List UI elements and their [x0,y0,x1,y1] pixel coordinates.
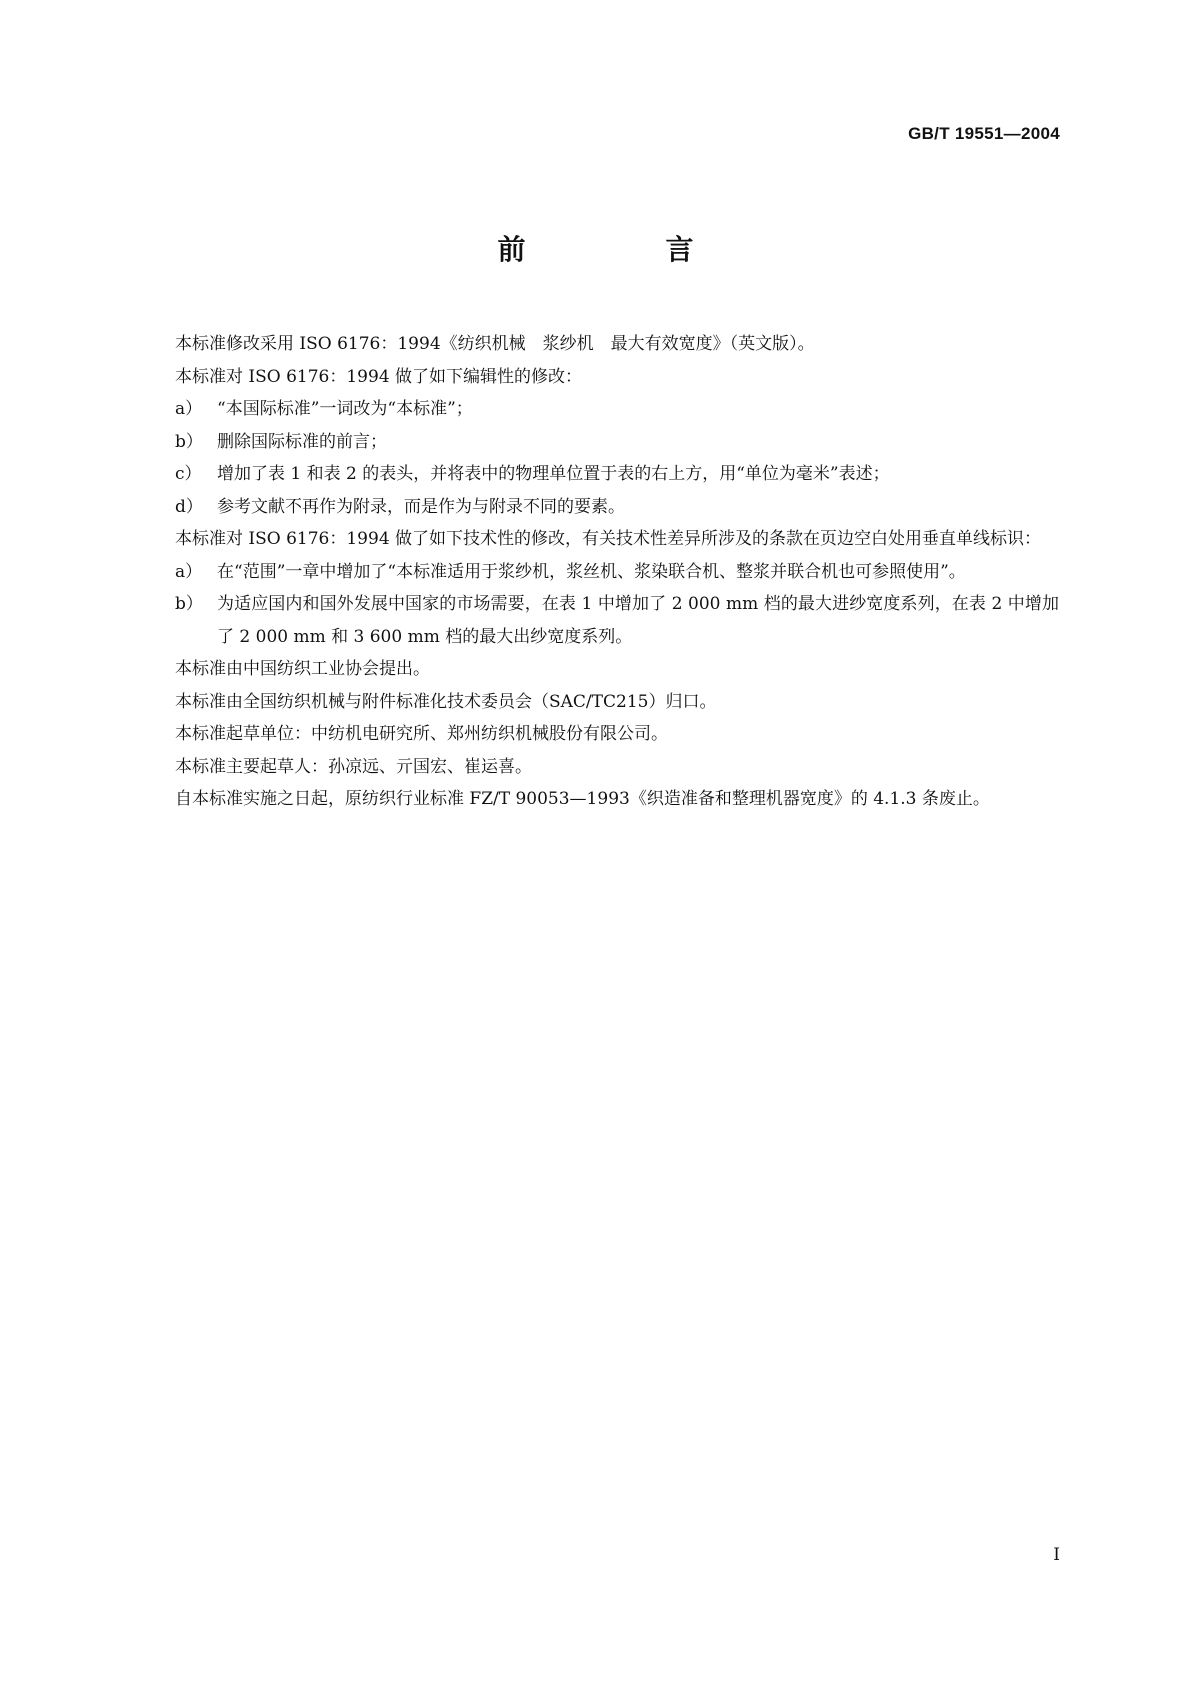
document-body [133,328,1059,816]
list-item-label: b） [175,594,203,614]
paragraph-adoption: 本标准修改采用 ISO 6176：1994《纺织机械 浆纱机 最大有效宽度》（英文版）。 [175,334,815,354]
standard-code: GB/T 19551—2004 [908,124,1060,143]
list-item-text: “本国际标准”一词改为“本标准”； [217,399,473,419]
list-item-text: 为适应国内和国外发展中国家的市场需要，在表 1 中增加了 2 000 mm 档的最大进纱宽度系列，在表 2 中增加了 2 000 mm 和 3 600 mm 档的最大出纱宽度系列。 [217,594,1059,647]
paragraph-proposer: 本标准由中国纺织工业协会提出。 [175,659,430,679]
list-item [133,491,1059,524]
paragraph-editorial-intro: 本标准对 ISO 6176：1994 做了如下编辑性的修改： [175,366,583,387]
list-item-label: a） [175,561,203,582]
list-item-label: a） [175,399,203,419]
list-item-text: 删除国际标准的前言； [217,431,387,452]
list-item [133,556,1059,589]
page-number: I [1053,1545,1060,1565]
paragraph-technical-intro: 本标准对 ISO 6176：1994 做了如下技术性的修改，有关技术性差异所涉及的条款在页边空白处用垂直单线标识： [175,529,1042,549]
list-item [133,458,1059,491]
list-item-text: 在“范围”一章中增加了“本标准适用于浆纱机，浆丝机、浆染联合机、整浆并联合机也可参照使用”。 [217,561,966,582]
list-item-label: b） [175,431,203,452]
list-item-label: c） [175,464,202,484]
paragraph-abolition: 自本标准实施之日起，原纺织行业标准 FZ/T 90053—1993《织造准备和整理机器宽度》的 4.1.3 条废止。 [175,789,990,809]
list-item [133,393,1059,426]
list-item-text: 参考文献不再作为附录，而是作为与附录不同的要素。 [217,496,625,517]
page-title: 前 言 [497,233,750,266]
paragraph-drafting-units: 本标准起草单位：中纺机电研究所、郑州纺织机械股份有限公司。 [175,724,668,744]
list-item-label: d） [175,496,203,517]
list-item [133,588,1059,653]
paragraph-drafters: 本标准主要起草人：孙凉远、亓国宏、崔运喜。 [175,756,532,777]
list-item-text: 增加了表 1 和表 2 的表头，并将表中的物理单位置于表的右上方，用“单位为毫米”表述； [217,464,890,484]
list-item [133,426,1059,459]
paragraph-committee: 本标准由全国纺织机械与附件标准化技术委员会（SAC/TC215）归口。 [175,691,717,712]
